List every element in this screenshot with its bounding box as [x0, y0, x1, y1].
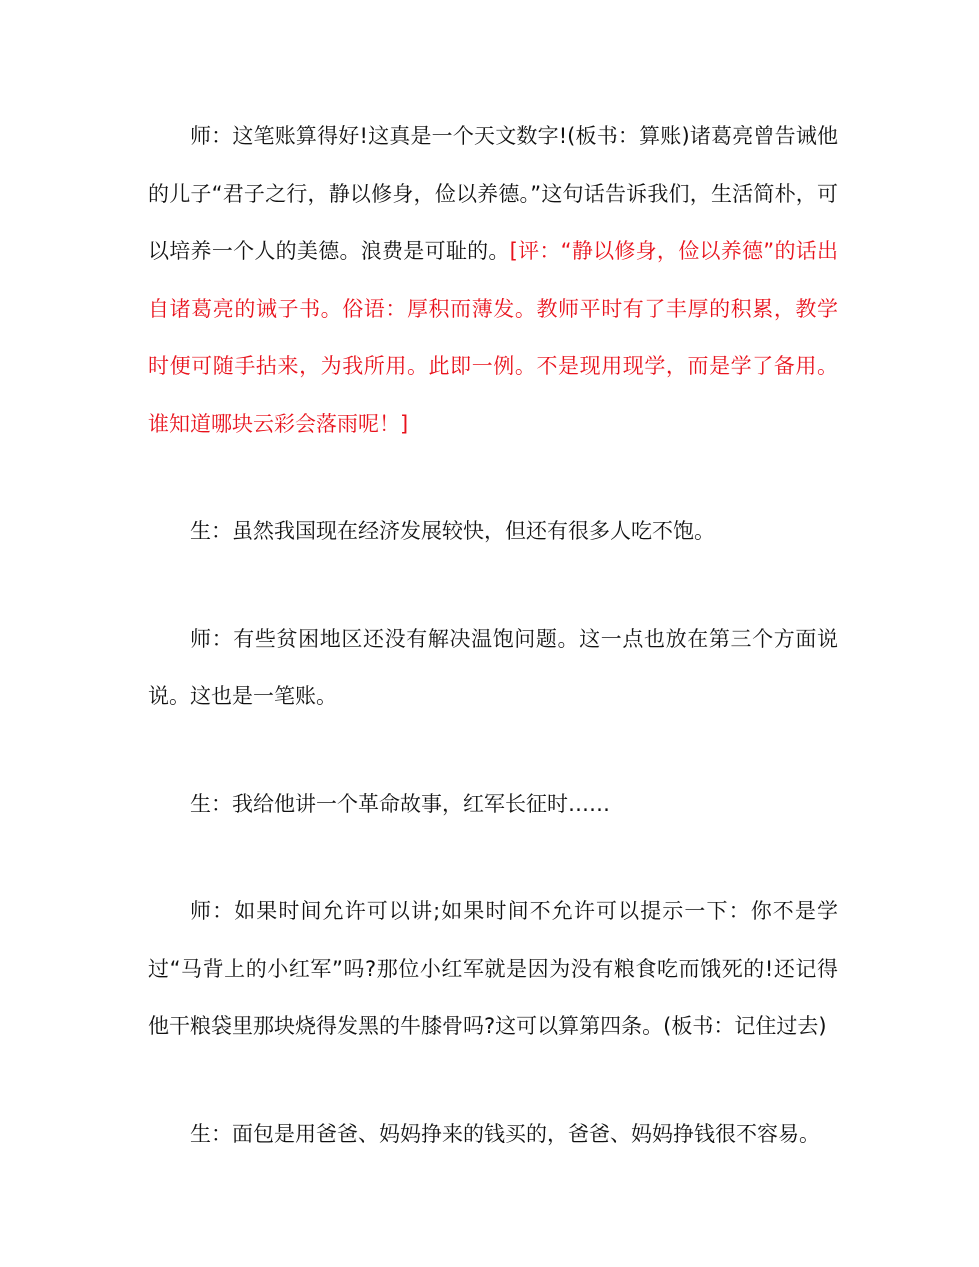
- paragraph-student-3: [148, 1106, 838, 1164]
- review-comment: [评：“静以修身，俭以养德”的话出自诸葛亮的诫子书。俗语：厚积而薄发。教师平时有了丰厚的积累，教学时便可随手拈来，为我所用。此即一例。不是现用现学，而是学了备用。谁知道哪块云彩会落雨呢！]: [148, 239, 839, 436]
- paragraph-text: 生：虽然我国现在经济发展较快，但还有很多人吃不饱。: [190, 519, 715, 543]
- paragraph-teacher-2: [148, 611, 838, 726]
- paragraph-text: 师：如果时间允许可以讲;如果时间不允许可以提示一下：你不是学过“马背上的小红军”吗?那位小红军就是因为没有粮食吃而饿死的!还记得他干粮袋里那块烧得发黑的牛膝骨吗?这可以算第四条。(板书：记住过去): [148, 899, 838, 1038]
- paragraph-teacher-1: [148, 108, 838, 453]
- paragraph-text: 师：有些贫困地区还没有解决温饱问题。这一点也放在第三个方面说说。这也是一笔账。: [148, 626, 838, 708]
- paragraph-text: 生：我给他讲一个革命故事，红军长征时……: [190, 791, 610, 816]
- paragraph-gap: [148, 453, 838, 503]
- paragraph-student-1: [148, 503, 838, 561]
- paragraph-gap: [148, 561, 838, 611]
- paragraph-gap: [148, 726, 838, 776]
- paragraph-text: 师：这笔账算得好!这真是一个天文数字!(板书：算账)诸葛亮曾告诫他的儿子“君子之行，静以修身，俭以养德。”这句话告诉我们，生活简朴，可以培养一个人的美德。浪费是可耻的。: [148, 124, 838, 263]
- document-body: [148, 108, 838, 1163]
- paragraph-gap: [148, 1056, 838, 1106]
- paragraph-student-2: [148, 776, 838, 834]
- paragraph-teacher-3: [148, 883, 838, 1056]
- paragraph-gap: [148, 833, 838, 883]
- paragraph-text: 生：面包是用爸爸、妈妈挣来的钱买的，爸爸、妈妈挣钱很不容易。: [190, 1121, 820, 1146]
